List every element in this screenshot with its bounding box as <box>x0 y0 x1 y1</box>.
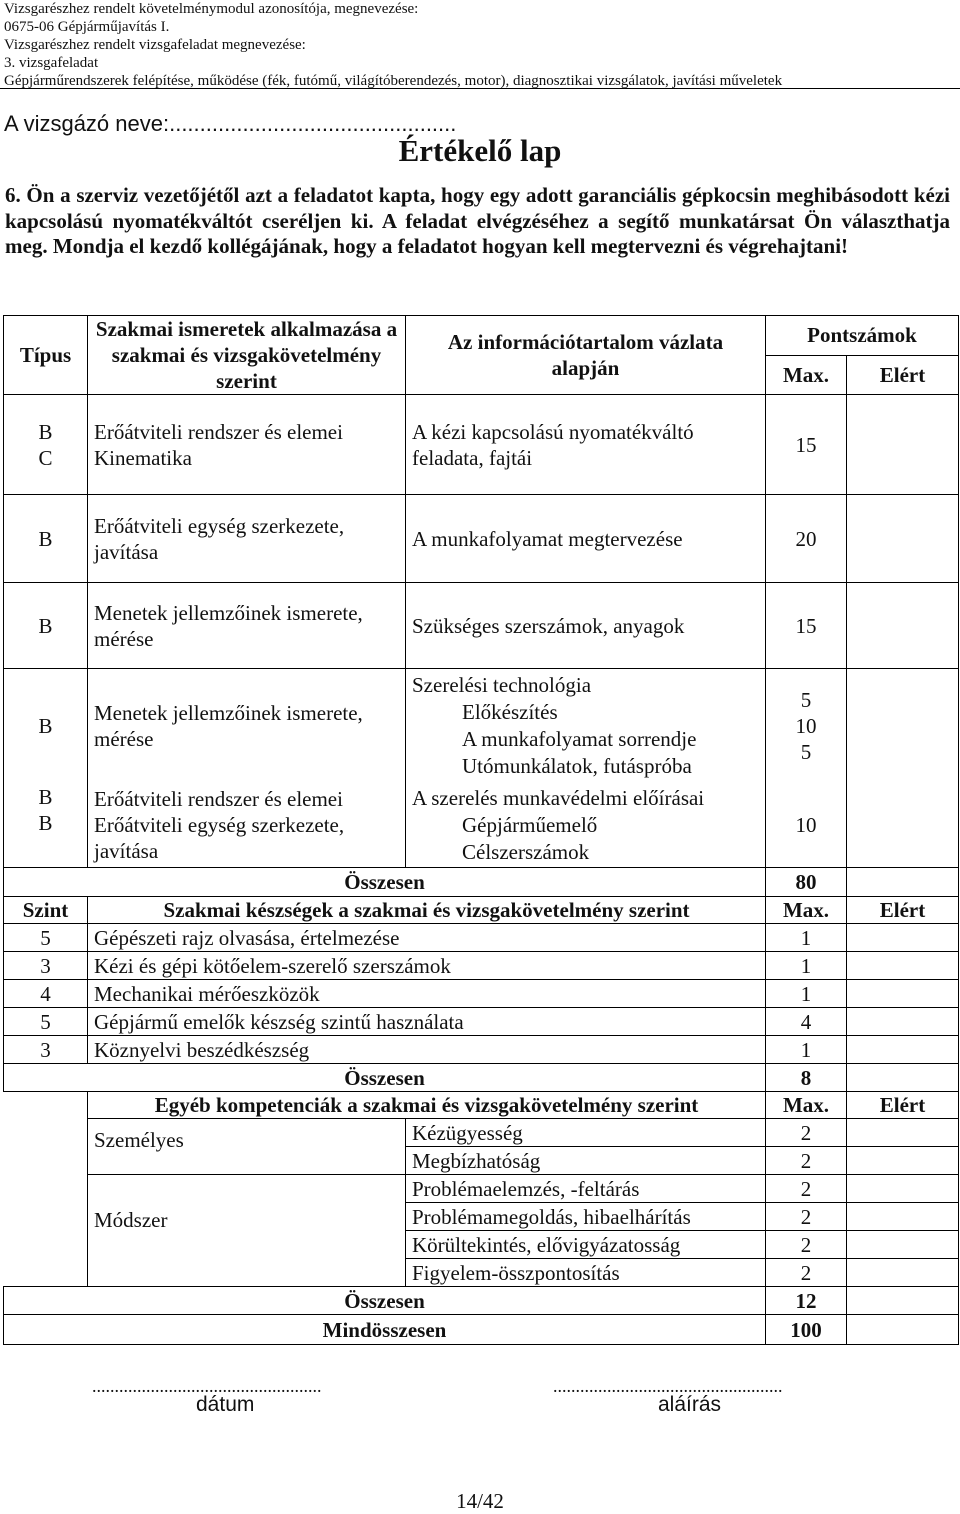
header-divider <box>0 88 960 89</box>
section2-total-row <box>4 1064 959 1092</box>
col-header-skills: Szakmai ismeretek alkalmazása a szakmai és vizsgakövetelmény szerint <box>88 316 406 395</box>
row-achieved[interactable] <box>847 669 959 784</box>
row-skill: Erőátviteli egység szerkezete, javítása <box>88 495 406 583</box>
table-row <box>4 583 959 669</box>
table-row <box>4 952 959 980</box>
row-max: 2 <box>766 1119 847 1147</box>
row-type: B <box>4 583 88 669</box>
date-line: ................................................... <box>92 1376 322 1396</box>
row-skill: Menetek jellemzőinek ismerete, mérése <box>88 583 406 669</box>
blank-cell <box>4 1119 88 1147</box>
col-header-achieved2: Elért <box>847 897 959 924</box>
group-name: Személyes <box>88 1119 406 1175</box>
blank-cell <box>4 1259 88 1287</box>
row-content: A kézi kapcsolású nyomatékváltó feladata, fajtái <box>406 395 766 495</box>
row-type: B B <box>4 784 88 868</box>
row-level: 3 <box>4 1036 88 1064</box>
page-title: Értékelő lap <box>398 133 562 168</box>
blank-cell <box>4 1147 88 1175</box>
table-row <box>4 1036 959 1064</box>
col-header-points: Pontszámok <box>766 316 959 356</box>
date-label: dátum <box>196 1393 255 1416</box>
row-achieved[interactable] <box>847 784 959 868</box>
row-level: 5 <box>4 1008 88 1036</box>
blank-cell <box>4 1092 88 1119</box>
col-header-skills3: Egyéb kompetenciák a szakmai és vizsgakövetelmény szerint <box>88 1092 766 1119</box>
row-skill: Kézi és gépi kötőelem-szerelő szerszámok <box>88 952 766 980</box>
row-level: 3 <box>4 952 88 980</box>
col-header-skills2: Szakmai készségek a szakmai és vizsgakövetelmény szerint <box>88 897 766 924</box>
row-max: 20 <box>766 495 847 583</box>
row-achieved[interactable] <box>847 1147 959 1175</box>
table-row <box>4 1008 959 1036</box>
row-skill: Kézügyesség <box>406 1119 766 1147</box>
table-row <box>4 784 959 868</box>
table-row <box>4 924 959 952</box>
row-achieved[interactable] <box>847 395 959 495</box>
row-content: Szerelési technológia Előkészítés A munkafolyamat sorrendje Utómunkálatok, futáspróba <box>406 669 766 784</box>
table-row <box>4 1119 959 1147</box>
row-achieved[interactable] <box>847 1008 959 1036</box>
blank-cell <box>4 1175 88 1203</box>
row-max: 2 <box>766 1231 847 1259</box>
row-skill: Figyelem-összpontosítás <box>406 1259 766 1287</box>
task-description: 6. Ön a szerviz vezetőjétől azt a feladatot kapta, hogy egy adott garanciális gépkocsin meghibásodott kézi kapcsolású nyomatékváltót cseréljen ki. A feladat elvégzéséhez a segítő munkatársat Ön választhatja meg. Mondja el kezdő kollégájának, hogy a feladatot hogyan kell megtervezni és végrehajtani! <box>5 183 950 258</box>
row-max: 5 10 5 <box>766 669 847 784</box>
grand-total-achieved[interactable] <box>847 1315 959 1345</box>
row-achieved[interactable] <box>847 1119 959 1147</box>
row-max: 1 <box>766 1036 847 1064</box>
row-max: 2 <box>766 1175 847 1203</box>
section1-total-row <box>4 868 959 897</box>
total-value: 8 <box>766 1064 847 1092</box>
blank-cell <box>4 1231 88 1259</box>
row-type: B <box>4 669 88 784</box>
row-max: 1 <box>766 924 847 952</box>
row-type: B C <box>4 395 88 495</box>
row-achieved[interactable] <box>847 1203 959 1231</box>
row-type: B <box>4 495 88 583</box>
total-value: 80 <box>766 868 847 897</box>
row-achieved[interactable] <box>847 980 959 1008</box>
row-max: 15 <box>766 395 847 495</box>
table-row <box>4 495 959 583</box>
header-task-name: Gépjárműrendszerek felépítése, működése (fék, futómű, világítóberendezés, motor), diagnosztikai vizsgálatok, javítási műveletek <box>4 73 783 89</box>
document-header <box>4 0 954 90</box>
row-achieved[interactable] <box>847 924 959 952</box>
row-skill: Erőátviteli rendszer és elemei Kinematika <box>88 395 406 495</box>
header-module-label: Vizsgarészhez rendelt követelménymodul azonosítója, megnevezése: <box>4 1 419 17</box>
header-task-label: Vizsgarészhez rendelt vizsgafeladat megnevezése: <box>4 37 306 53</box>
row-achieved[interactable] <box>847 1231 959 1259</box>
row-skill: Menetek jellemzőinek ismerete, mérése <box>88 669 406 784</box>
evaluation-table <box>3 315 959 1345</box>
row-achieved[interactable] <box>847 1175 959 1203</box>
row-skill: Körültekintés, elővigyázatosság <box>406 1231 766 1259</box>
signature-label: aláírás <box>658 1393 722 1416</box>
row-skill: Gépjármű emelők készség szintű használata <box>88 1008 766 1036</box>
row-skill: Problémaelemzés, -feltárás <box>406 1175 766 1203</box>
header-module-name: 0675-06 Gépjárműjavítás I. <box>4 19 170 35</box>
page-number: 14/42 <box>456 1489 504 1513</box>
row-max: 2 <box>766 1147 847 1175</box>
row-level: 4 <box>4 980 88 1008</box>
row-max: 15 <box>766 583 847 669</box>
row-content: Szükséges szerszámok, anyagok <box>406 583 766 669</box>
row-content: A munkafolyamat megtervezése <box>406 495 766 583</box>
total-achieved[interactable] <box>847 1287 959 1315</box>
row-skill: Mechanikai mérőeszközök <box>88 980 766 1008</box>
examinee-name-line: A vizsgázó neve:............................................... <box>4 111 457 136</box>
row-achieved[interactable] <box>847 952 959 980</box>
total-value: 12 <box>766 1287 847 1315</box>
table-row <box>4 669 959 784</box>
total-achieved[interactable] <box>847 1064 959 1092</box>
signature-line: ................................................... <box>553 1376 783 1396</box>
grand-total-value: 100 <box>766 1315 847 1345</box>
table-row <box>4 395 959 495</box>
row-skill: Problémamegoldás, hibaelhárítás <box>406 1203 766 1231</box>
row-max: 1 <box>766 980 847 1008</box>
col-header-max2: Max. <box>766 897 847 924</box>
blank-cell <box>4 1203 88 1231</box>
grand-total-label: Mindösszesen <box>4 1315 766 1345</box>
row-content: A szerelés munkavédelmi előírásai Gépjárműemelő Célszerszámok <box>406 784 766 868</box>
col-header-max3: Max. <box>766 1092 847 1119</box>
col-header-level: Szint <box>4 897 88 924</box>
row-achieved[interactable] <box>847 1036 959 1064</box>
total-label: Összesen <box>4 1064 766 1092</box>
row-skill: Gépészeti rajz olvasása, értelmezése <box>88 924 766 952</box>
row-skill: Erőátviteli rendszer és elemei Erőátviteli egység szerkezete, javítása <box>88 784 406 868</box>
header-task-number: 3. vizsgafeladat <box>4 55 99 71</box>
table-row <box>4 1175 959 1203</box>
row-max: 4 <box>766 1008 847 1036</box>
total-label: Összesen <box>4 1287 766 1315</box>
table-row <box>4 980 959 1008</box>
row-achieved[interactable] <box>847 583 959 669</box>
col-header-achieved: Elért <box>847 355 959 395</box>
row-achieved[interactable] <box>847 495 959 583</box>
col-header-type: Típus <box>4 316 88 395</box>
total-achieved[interactable] <box>847 868 959 897</box>
grand-total-row <box>4 1315 959 1345</box>
section3-total-row <box>4 1287 959 1315</box>
row-level: 5 <box>4 924 88 952</box>
row-max: 1 <box>766 952 847 980</box>
row-max: 2 <box>766 1203 847 1231</box>
row-achieved[interactable] <box>847 1259 959 1287</box>
row-max: 10 <box>766 784 847 868</box>
total-label: Összesen <box>4 868 766 897</box>
group-name: Módszer <box>88 1175 406 1287</box>
row-skill: Megbízhatóság <box>406 1147 766 1175</box>
col-header-max: Max. <box>766 355 847 395</box>
row-max: 2 <box>766 1259 847 1287</box>
row-skill: Köznyelvi beszédkészség <box>88 1036 766 1064</box>
col-header-achieved3: Elért <box>847 1092 959 1119</box>
col-header-content: Az információtartalom vázlata alapján <box>406 316 766 395</box>
